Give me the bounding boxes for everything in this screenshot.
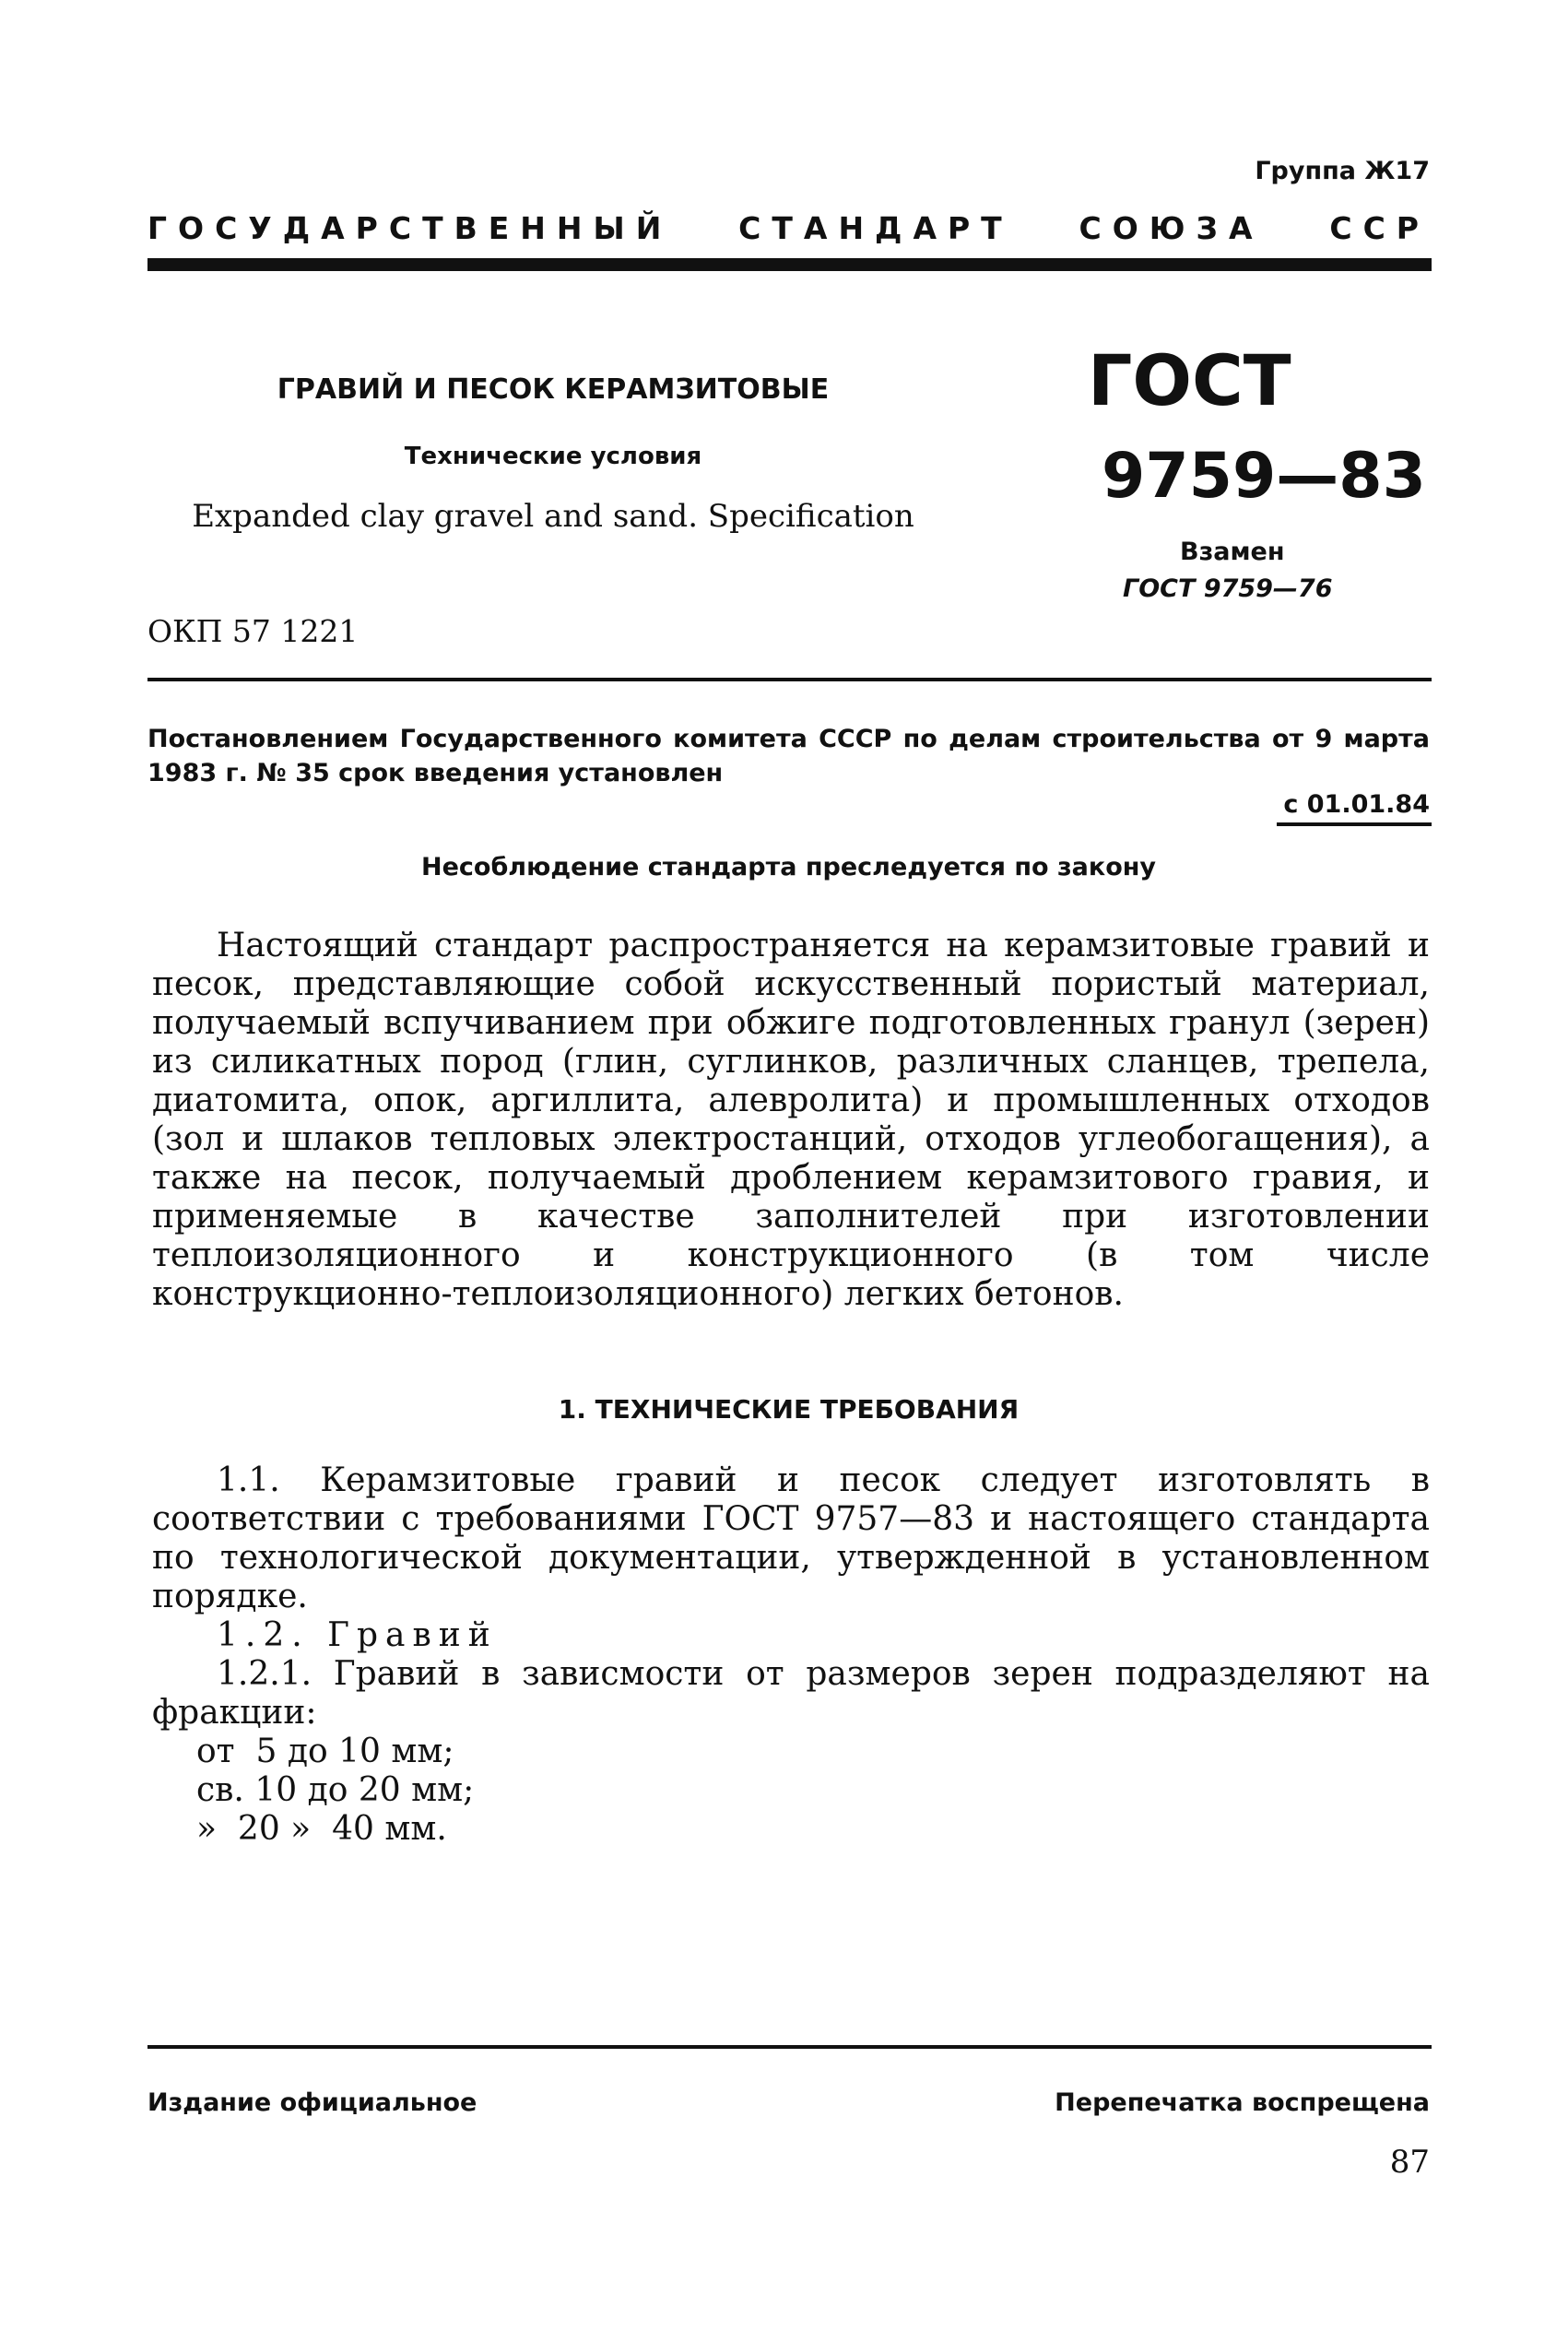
standard-header: ГОСУДАРСТВЕННЫЙ СТАНДАРТ СОЮЗА ССР	[147, 210, 1430, 246]
effective-date-underline	[1277, 822, 1432, 826]
footer-rule	[147, 2045, 1432, 2049]
okp-code: ОКП 57 1221	[147, 613, 359, 649]
group-label: Группа Ж17	[1255, 157, 1430, 185]
decree-text: Постановлением Государственного комитета СССР по делам строительства от 9 марта 1983 г. № 35 срок введения установлен	[147, 725, 1430, 787]
intro-section	[152, 927, 1430, 1314]
effective-date: с 01.01.84	[1283, 790, 1430, 819]
section-rule	[147, 678, 1432, 681]
gost-number: 9759—83	[1102, 440, 1426, 513]
liability-notice: Несоблюдение стандарта преследуется по закону	[420, 853, 1157, 881]
document-subtitle: Технические условия	[404, 443, 702, 470]
clause-1-2-1: 1.2.1. Гравий в зависмости от размеров зерен подразделяют на фракции:	[152, 1655, 1430, 1732]
english-title: Expanded clay gravel and sand. Specification	[192, 498, 914, 535]
fraction-item: от 5 до 10 мм;	[196, 1733, 454, 1770]
clause-1-1: 1.1. Керамзитовые гравий и песок следует изготовлять в соответствии с требованиями ГОСТ 9757—83 и настоящего стандарта по технологической документации, утвержденной в установленном порядке.	[152, 1461, 1430, 1615]
gost-label: ГОСТ	[1088, 339, 1291, 421]
document-title: ГРАВИЙ И ПЕСОК КЕРАМЗИТОВЫЕ	[277, 373, 830, 406]
intro-paragraph: Настоящий стандарт распространяется на керамзитовые гравий и песок, представляющие собой искусственный пористый материал, получаемый вспучиванием при обжиге подготовленных гранул (зерен) из силикатных пород (глин, суглинков, различных сланцев, трепела, диатомита, опок, аргиллита, алевролита) и промышленных отходов (зол и шлаков тепловых электростанций, отходов углеобогащения), а также на песок, получаемый дроблением керамзитового гравия, и применяемые в качестве заполнителей при изготовлении теплоизоляционного и конструкционного (в том числе конструкционно-теплоизоляционного) легких бетонов.	[152, 927, 1430, 1313]
fraction-item: » 20 » 40 мм.	[196, 1810, 447, 1848]
header-rule	[147, 258, 1432, 271]
page-number: 87	[1389, 2144, 1430, 2181]
edition-label: Издание официальное	[147, 2088, 477, 2117]
clause-1-2: 1.2. Гравий	[217, 1616, 498, 1654]
section-body	[152, 1461, 1430, 1849]
replaces-document: ГОСТ 9759—76	[1123, 574, 1333, 603]
reprint-notice: Перепечатка воспрещена	[1055, 2088, 1430, 2117]
fraction-item: св. 10 до 20 мм;	[196, 1771, 475, 1809]
section-title: 1. ТЕХНИЧЕСКИЕ ТРЕБОВАНИЯ	[558, 1394, 1020, 1425]
replaces-label: Взамен	[1180, 538, 1285, 566]
